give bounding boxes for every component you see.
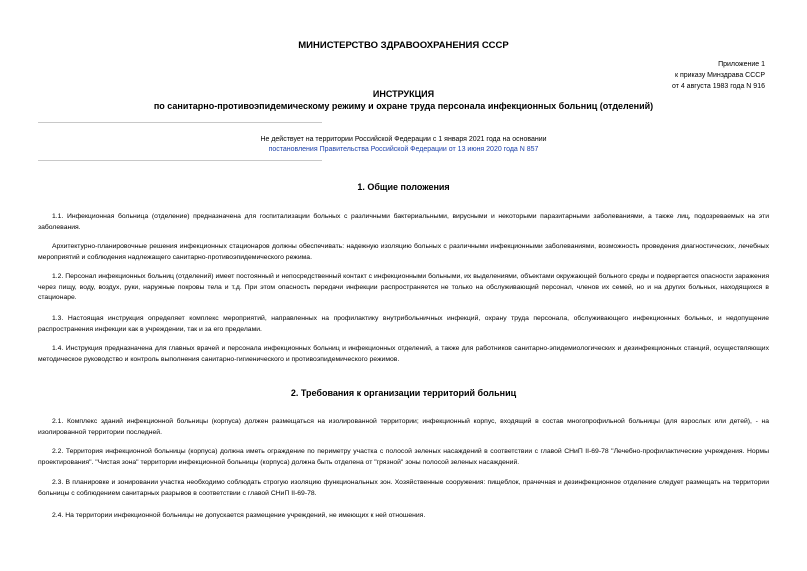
paragraph: 2.4. На территории инфекционной больницы не допускается размещение учреждений, не имеющих к ней отношения. bbox=[52, 512, 426, 519]
section-heading: 1. Общие положения bbox=[357, 182, 450, 192]
notice-link[interactable]: постановления Правительства Российской Федерации от 13 июня 2020 года N 857 bbox=[268, 146, 539, 153]
title-main: ИНСТРУКЦИЯ bbox=[372, 89, 435, 99]
appendix-line: от 4 августа 1983 года N 916 bbox=[671, 83, 765, 90]
paragraph: Архитектурно-планировочные решения инфекционных стационаров должны обеспечивать: надежную изоляцию больных с различными инфекционными заболеваниями, возможность проведения диагностических, лечебных мероприятий и соблюдения надлежащего санитарно-противоэпидемического режима. bbox=[38, 243, 769, 261]
notice-text: Не действует на территории Российской Федерации с 1 января 2021 года на основании bbox=[260, 136, 547, 143]
title-subtitle: по санитарно-противоэпидемическому режиму и охране труда персонала инфекционных больниц (отделений) bbox=[153, 101, 654, 111]
divider-bottom bbox=[38, 160, 322, 161]
paragraph: 2.2. Территория инфекционной больницы (корпуса) должна иметь ограждение по периметру участка с полосой зеленых насаждений в соответствии с главой СНиП II-69-78 "Лечебно-профилактические учреждения. Нормы проектирования". "Чистая зона" территории инфекционной больницы (корпуса) должна быть отделена от "грязной" зоны полосой зеленых насаждений. bbox=[38, 448, 769, 466]
ministry-heading: МИНИСТЕРСТВО ЗДРАВООХРАНЕНИЯ СССР bbox=[298, 40, 509, 51]
paragraph: 1.3. Настоящая инструкция определяет комплекс мероприятий, направленных на профилактику внутрибольничных инфекций, охрану труда персонала, обслуживающего инфекционных больных, и недопущение распространения инфекции как в учреждении, так и за его пределами. bbox=[38, 315, 769, 333]
status-notice bbox=[0, 135, 807, 155]
appendix-line: к приказу Минздрава СССР bbox=[674, 72, 765, 79]
paragraph: 2.1. Комплекс зданий инфекционной больницы (корпуса) должен размещаться на изолированной территории; инфекционный корпус, входящий в состав многопрофильной больницы (для взрослых или детей), - на изолированной территории последней. bbox=[38, 418, 769, 436]
paragraph: 1.2. Персонал инфекционных больниц (отделений) имеет постоянный и непосредственный контакт с инфекционными больными, их выделениями, объектами окружающей больного среды и подвергается опасности заражения через пищу, воду, воздух, руки, наружные покровы тела и т.д. При этом опасность передачи инфекции распространяется не только на обслуживающий персонал, членов их семей, но и на других больных, находящихся в стационаре. bbox=[38, 273, 769, 301]
paragraph: 1.4. Инструкция предназначена для главных врачей и персонала инфекционных больниц и инфекционных отделений, а также для работников санитарно-эпидемиологических и дезинфекционных станций, осуществляющих методическое руководство и контроль выполнения санитарно-гигиенического и противоэпидемического режимов. bbox=[38, 345, 769, 363]
appendix-line: Приложение 1 bbox=[718, 61, 765, 68]
divider-top bbox=[38, 122, 322, 123]
paragraph: 1.1. Инфекционная больница (отделение) предназначена для госпитализации больных с различными бактериальными, вирусными и некоторыми паразитарными заболеваниями, а также лиц, подозреваемых на эти заболевания. bbox=[38, 213, 769, 231]
section-heading: 2. Требования к организации территорий больниц bbox=[290, 388, 517, 398]
document-title bbox=[0, 88, 807, 112]
paragraph: 2.3. В планировке и зонировании участка необходимо соблюдать строгую изоляцию функциональных зон. Хозяйственные сооружения: пищеблок, прачечная и дезинфекционное отделение следует размещать на территории больницы с соблюдением санитарных разрывов в соответствии с главой СНиП II-69-78. bbox=[38, 479, 769, 497]
